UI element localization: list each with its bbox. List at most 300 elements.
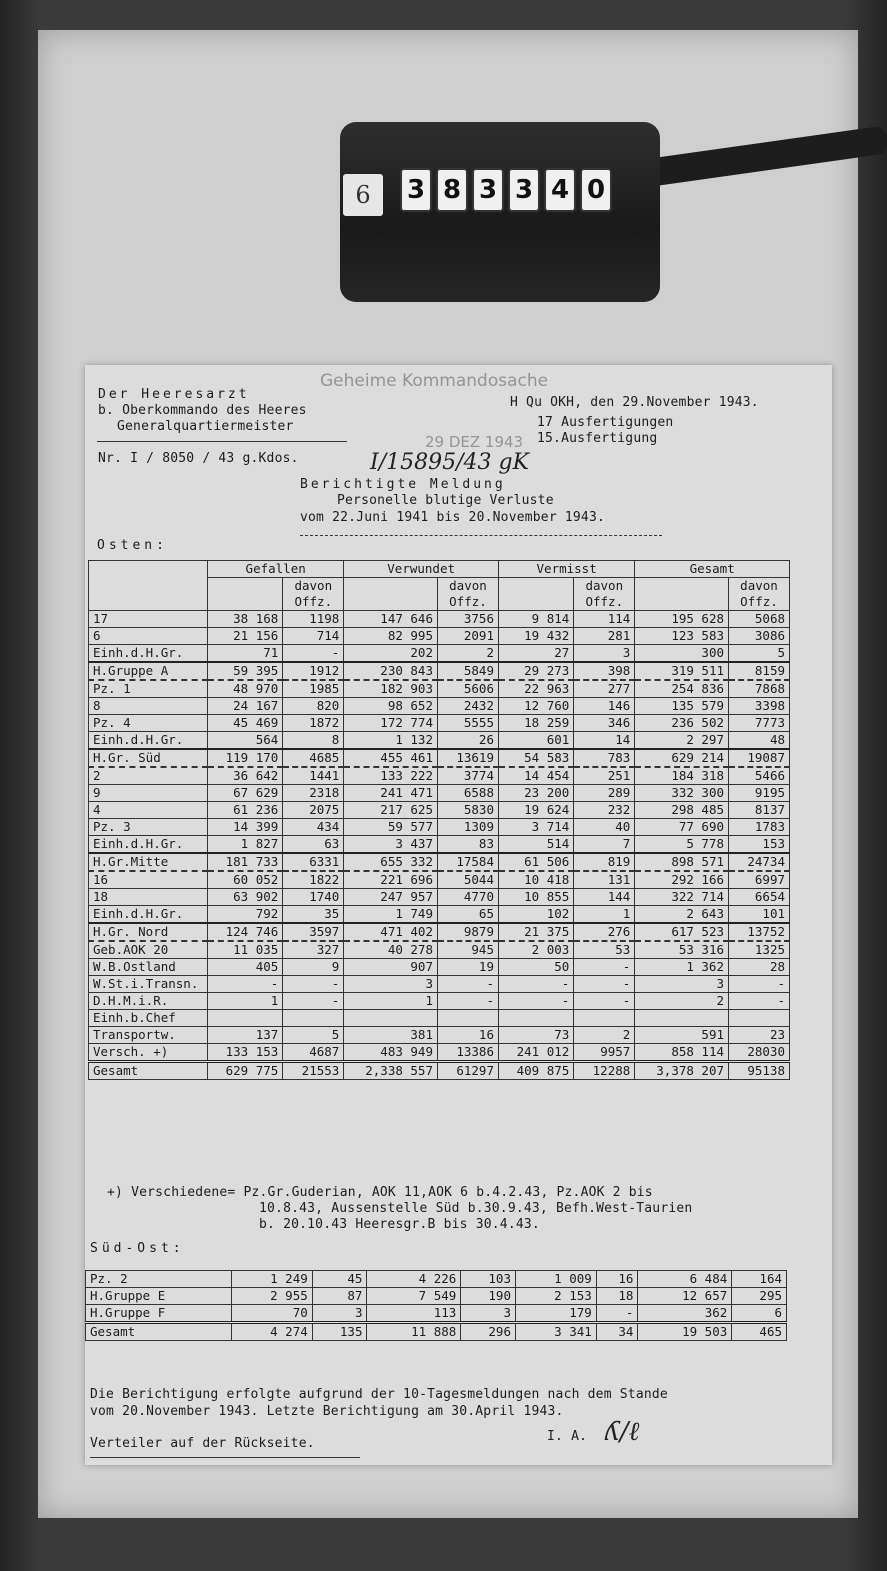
row-label: Versch. +) [89, 1044, 208, 1062]
value-cell: 35 [283, 906, 344, 924]
row-label: D.H.M.i.R. [89, 993, 208, 1010]
value-cell: 1 009 [515, 1271, 596, 1288]
counter-digit: 8 [436, 168, 468, 212]
value-cell: 19087 [729, 749, 790, 767]
value-cell: 63 902 [208, 889, 283, 906]
value-cell: 4685 [283, 749, 344, 767]
value-cell: 3 [635, 976, 729, 993]
value-cell: 40 278 [344, 941, 438, 959]
value-cell: 67 629 [208, 785, 283, 802]
counter-digit: 3 [472, 168, 504, 212]
value-cell: 77 690 [635, 819, 729, 836]
value-cell: 2 643 [635, 906, 729, 924]
value-cell: 73 [498, 1027, 573, 1044]
value-cell [208, 1010, 283, 1027]
value-cell: 3756 [437, 611, 498, 628]
value-cell: 3 [574, 645, 635, 663]
value-cell: 19 432 [498, 628, 573, 645]
value-cell: 1783 [729, 819, 790, 836]
table-row [89, 871, 790, 889]
value-cell: 13386 [437, 1044, 498, 1062]
value-cell: - [283, 976, 344, 993]
value-cell: 182 903 [344, 680, 438, 698]
value-cell: 3597 [283, 923, 344, 941]
value-cell: 1985 [283, 680, 344, 698]
value-cell: 232 [574, 802, 635, 819]
row-label: Einh.d.H.Gr. [89, 836, 208, 854]
value-cell: 5849 [437, 662, 498, 680]
table-row [89, 976, 790, 993]
column-total-header [344, 578, 438, 611]
value-cell: 21553 [283, 1062, 344, 1080]
table-row [89, 1044, 790, 1062]
value-cell: 241 471 [344, 785, 438, 802]
subtotal-row [89, 923, 790, 941]
title-underline [300, 535, 662, 536]
value-cell: 133 222 [344, 767, 438, 785]
value-cell: 1872 [283, 715, 344, 732]
value-cell: 655 332 [344, 853, 438, 871]
column-group-header: Verwundet [344, 561, 499, 578]
value-cell: 1 [344, 993, 438, 1010]
value-cell: 483 949 [344, 1044, 438, 1062]
sender-line-3: Generalquartiermeister [117, 419, 294, 434]
value-cell: 907 [344, 959, 438, 976]
value-cell: 296 [461, 1323, 516, 1341]
value-cell: 819 [574, 853, 635, 871]
table-row [89, 1010, 790, 1027]
counter-digit: 3 [400, 168, 432, 212]
row-label: Pz. 4 [89, 715, 208, 732]
value-cell: 45 469 [208, 715, 283, 732]
value-cell: 10 418 [498, 871, 573, 889]
value-cell: 70 [231, 1305, 312, 1323]
value-cell: 217 625 [344, 802, 438, 819]
reference-number: Nr. I / 8050 / 43 g.Kdos. [98, 451, 299, 466]
value-cell: 629 214 [635, 749, 729, 767]
value-cell: - [729, 976, 790, 993]
value-cell: 34 [596, 1323, 638, 1341]
sender-underline [97, 441, 347, 442]
value-cell: 18 [596, 1288, 638, 1305]
row-label: Geb.AOK 20 [89, 941, 208, 959]
value-cell: 153 [729, 836, 790, 854]
value-cell: 471 402 [344, 923, 438, 941]
value-cell: 362 [638, 1305, 732, 1323]
value-cell: 6654 [729, 889, 790, 906]
signature-prefix: I. A. [547, 1429, 588, 1444]
value-cell: 135 579 [635, 698, 729, 715]
value-cell: 114 [574, 611, 635, 628]
value-cell: 2 003 [498, 941, 573, 959]
value-cell: 1325 [729, 941, 790, 959]
value-cell: 3 [312, 1305, 367, 1323]
table-row [89, 767, 790, 785]
value-cell: 8 [283, 732, 344, 750]
column-total-header [498, 578, 573, 611]
column-total-header [635, 578, 729, 611]
value-cell: 113 [367, 1305, 461, 1323]
value-cell: 3 341 [515, 1323, 596, 1341]
table-row [89, 889, 790, 906]
subtotal-row [89, 662, 790, 680]
value-cell: 14 399 [208, 819, 283, 836]
column-total-header [208, 578, 283, 611]
value-cell: 236 502 [635, 715, 729, 732]
value-cell: 289 [574, 785, 635, 802]
subtotal-row [89, 853, 790, 871]
value-cell: 26 [437, 732, 498, 750]
table-row [89, 732, 790, 750]
value-cell: 53 [574, 941, 635, 959]
value-cell: 2 [574, 1027, 635, 1044]
value-cell: - [437, 993, 498, 1010]
value-cell: 137 [208, 1027, 283, 1044]
value-cell: 792 [208, 906, 283, 924]
value-cell: 82 995 [344, 628, 438, 645]
column-officers-header: davon Offz. [574, 578, 635, 611]
value-cell: 6997 [729, 871, 790, 889]
value-cell: 1 [208, 993, 283, 1010]
value-cell: 29 273 [498, 662, 573, 680]
value-cell: 1309 [437, 819, 498, 836]
value-cell [344, 1010, 438, 1027]
document-page [85, 365, 832, 1465]
table-row [86, 1271, 787, 1288]
value-cell: 4 274 [231, 1323, 312, 1341]
column-group-header: Gefallen [208, 561, 344, 578]
value-cell: 820 [283, 698, 344, 715]
sender-line-2: b. Oberkommando des Heeres [98, 403, 307, 418]
value-cell: 322 714 [635, 889, 729, 906]
mechanical-counter [330, 110, 690, 310]
value-cell: 195 628 [635, 611, 729, 628]
value-cell: 28 [729, 959, 790, 976]
value-cell: - [574, 976, 635, 993]
signature: ʎ/ℓ [605, 1417, 640, 1447]
value-cell: 53 316 [635, 941, 729, 959]
doc-subtitle: Personelle blutige Verluste [337, 493, 554, 508]
row-label: H.Gr. Nord [89, 923, 208, 941]
row-label: 16 [89, 871, 208, 889]
value-cell: 3,378 207 [635, 1062, 729, 1080]
row-label: Pz. 2 [86, 1271, 232, 1288]
value-cell: 1 362 [635, 959, 729, 976]
value-cell: 172 774 [344, 715, 438, 732]
value-cell: 2 [437, 645, 498, 663]
copy-number: 15.Ausfertigung [537, 431, 658, 446]
table-row [89, 836, 790, 854]
value-cell: 14 454 [498, 767, 573, 785]
value-cell: 5044 [437, 871, 498, 889]
row-label: 6 [89, 628, 208, 645]
value-cell: 24734 [729, 853, 790, 871]
value-cell: 28030 [729, 1044, 790, 1062]
value-cell: 19 503 [638, 1323, 732, 1341]
value-cell: 146 [574, 698, 635, 715]
table-row [89, 645, 790, 663]
value-cell: 1 749 [344, 906, 438, 924]
row-label: H.Gruppe E [86, 1288, 232, 1305]
value-cell: - [283, 645, 344, 663]
row-label: 18 [89, 889, 208, 906]
value-cell: 247 957 [344, 889, 438, 906]
value-cell: 465 [732, 1323, 787, 1341]
value-cell: - [596, 1305, 638, 1323]
value-cell: 2,338 557 [344, 1062, 438, 1080]
value-cell: 629 775 [208, 1062, 283, 1080]
value-cell: 16 [437, 1027, 498, 1044]
value-cell: 295 [732, 1288, 787, 1305]
table-row [89, 680, 790, 698]
value-cell: 4687 [283, 1044, 344, 1062]
value-cell: 6331 [283, 853, 344, 871]
value-cell: 564 [208, 732, 283, 750]
value-cell [729, 1010, 790, 1027]
value-cell: 6588 [437, 785, 498, 802]
value-cell: 21 156 [208, 628, 283, 645]
counter-digit: 4 [544, 168, 576, 212]
value-cell: 11 888 [367, 1323, 461, 1341]
value-cell: 27 [498, 645, 573, 663]
note-line-2: vom 20.November 1943. Letzte Berichtigung am 30.April 1943. [90, 1404, 564, 1419]
value-cell: 945 [437, 941, 498, 959]
row-label: H.Gr. Süd [89, 749, 208, 767]
row-label: 8 [89, 698, 208, 715]
value-cell: 5466 [729, 767, 790, 785]
value-cell: - [574, 959, 635, 976]
value-cell: 48 [729, 732, 790, 750]
column-officers-header: davon Offz. [437, 578, 498, 611]
subtotal-row [89, 749, 790, 767]
counter-tag: 6 [343, 174, 383, 216]
value-cell: 61 506 [498, 853, 573, 871]
value-cell: - [283, 993, 344, 1010]
note-line-1: Die Berichtigung erfolgte aufgrund der 10-Tagesmeldungen nach dem Stande [90, 1387, 668, 1402]
value-cell: 7 [574, 836, 635, 854]
value-cell: 12288 [574, 1062, 635, 1080]
value-cell: 319 511 [635, 662, 729, 680]
value-cell: 7 549 [367, 1288, 461, 1305]
value-cell: 3086 [729, 628, 790, 645]
value-cell: 190 [461, 1288, 516, 1305]
value-cell: 61 236 [208, 802, 283, 819]
row-label: Gesamt [86, 1323, 232, 1341]
value-cell [498, 1010, 573, 1027]
value-cell: 3398 [729, 698, 790, 715]
value-cell: 1 [574, 906, 635, 924]
value-cell: 131 [574, 871, 635, 889]
value-cell: 19 624 [498, 802, 573, 819]
row-label: Gesamt [89, 1062, 208, 1080]
value-cell: 1441 [283, 767, 344, 785]
value-cell: 101 [729, 906, 790, 924]
value-cell: 1740 [283, 889, 344, 906]
value-cell: 13752 [729, 923, 790, 941]
table-row [89, 785, 790, 802]
date-stamp: 29 DEZ 1943 [425, 433, 524, 451]
table-row [89, 906, 790, 924]
row-label: W.B.Ostland [89, 959, 208, 976]
value-cell: 3 714 [498, 819, 573, 836]
counter-body [340, 122, 660, 302]
value-cell: 10 855 [498, 889, 573, 906]
value-cell: 5830 [437, 802, 498, 819]
table-row [89, 819, 790, 836]
value-cell: 6 484 [638, 1271, 732, 1288]
grand-total-row [89, 1062, 790, 1080]
row-label: Transportw. [89, 1027, 208, 1044]
footnote-3: b. 20.10.43 Heeresgr.B bis 30.4.43. [259, 1217, 540, 1232]
column-group-header: Gesamt [635, 561, 790, 578]
section-southeast: Süd-Ost: [90, 1241, 185, 1256]
sender-line-1: Der Heeresarzt [98, 387, 250, 402]
value-cell: 1 249 [231, 1271, 312, 1288]
table-row [89, 802, 790, 819]
value-cell: 13619 [437, 749, 498, 767]
column-officers-header: davon Offz. [283, 578, 344, 611]
secret-stamp: Geheime Kommandosache [320, 371, 549, 391]
value-cell: 95138 [729, 1062, 790, 1080]
value-cell: 5 [283, 1027, 344, 1044]
header-corner [89, 561, 208, 611]
value-cell [635, 1010, 729, 1027]
value-cell: 36 642 [208, 767, 283, 785]
counter-digit: 0 [580, 168, 612, 212]
value-cell: 21 375 [498, 923, 573, 941]
value-cell: 63 [283, 836, 344, 854]
value-cell: 2075 [283, 802, 344, 819]
value-cell: 4770 [437, 889, 498, 906]
value-cell: 7868 [729, 680, 790, 698]
value-cell: 292 166 [635, 871, 729, 889]
value-cell: 398 [574, 662, 635, 680]
value-cell: 5 778 [635, 836, 729, 854]
value-cell: 9879 [437, 923, 498, 941]
value-cell: 9 814 [498, 611, 573, 628]
value-cell: 276 [574, 923, 635, 941]
value-cell: 181 733 [208, 853, 283, 871]
value-cell: - [437, 976, 498, 993]
value-cell: 83 [437, 836, 498, 854]
value-cell: 133 153 [208, 1044, 283, 1062]
value-cell: 12 657 [638, 1288, 732, 1305]
value-cell: 241 012 [498, 1044, 573, 1062]
distribution-note: Verteiler auf der Rückseite. [90, 1436, 315, 1451]
value-cell: 601 [498, 732, 573, 750]
value-cell: 7773 [729, 715, 790, 732]
table-row [89, 993, 790, 1010]
value-cell: 9957 [574, 1044, 635, 1062]
value-cell: - [498, 976, 573, 993]
value-cell: 102 [498, 906, 573, 924]
value-cell: 22 963 [498, 680, 573, 698]
value-cell: 221 696 [344, 871, 438, 889]
value-cell: 455 461 [344, 749, 438, 767]
value-cell: 103 [461, 1271, 516, 1288]
value-cell: - [208, 976, 283, 993]
value-cell: 5606 [437, 680, 498, 698]
value-cell: 144 [574, 889, 635, 906]
column-group-header: Vermisst [498, 561, 634, 578]
value-cell: 59 395 [208, 662, 283, 680]
row-label: Pz. 3 [89, 819, 208, 836]
table-row [89, 698, 790, 715]
value-cell: 2432 [437, 698, 498, 715]
value-cell: 45 [312, 1271, 367, 1288]
table-row [86, 1305, 787, 1323]
value-cell: 24 167 [208, 698, 283, 715]
grand-total-row [86, 1323, 787, 1341]
value-cell: 230 843 [344, 662, 438, 680]
value-cell: 298 485 [635, 802, 729, 819]
value-cell: 434 [283, 819, 344, 836]
value-cell: 50 [498, 959, 573, 976]
value-cell: 1 132 [344, 732, 438, 750]
value-cell [283, 1010, 344, 1027]
value-cell: 714 [283, 628, 344, 645]
value-cell: 409 875 [498, 1062, 573, 1080]
value-cell: 48 970 [208, 680, 283, 698]
value-cell: 59 577 [344, 819, 438, 836]
value-cell: 14 [574, 732, 635, 750]
section-east: Osten: [97, 538, 168, 553]
value-cell: 898 571 [635, 853, 729, 871]
row-label: 17 [89, 611, 208, 628]
value-cell: 164 [732, 1271, 787, 1288]
value-cell: - [498, 993, 573, 1010]
value-cell: 124 746 [208, 923, 283, 941]
value-cell: 405 [208, 959, 283, 976]
value-cell: 2 955 [231, 1288, 312, 1305]
value-cell: 1822 [283, 871, 344, 889]
value-cell: 65 [437, 906, 498, 924]
value-cell: 3 437 [344, 836, 438, 854]
value-cell: 3 [461, 1305, 516, 1323]
row-label: H.Gr.Mitte [89, 853, 208, 871]
row-label: Einh.d.H.Gr. [89, 906, 208, 924]
value-cell: 123 583 [635, 628, 729, 645]
value-cell: 60 052 [208, 871, 283, 889]
value-cell: 300 [635, 645, 729, 663]
row-label: Einh.d.H.Gr. [89, 645, 208, 663]
counter-digit: 3 [508, 168, 540, 212]
value-cell: 98 652 [344, 698, 438, 715]
counter-digits [400, 168, 612, 212]
footnote-2: 10.8.43, Aussenstelle Süd b.30.9.43, Befh.West-Taurien [259, 1201, 693, 1216]
value-cell: 4 226 [367, 1271, 461, 1288]
value-cell: 16 [596, 1271, 638, 1288]
value-cell: 381 [344, 1027, 438, 1044]
value-cell: 6 [732, 1305, 787, 1323]
footnote-1: +) Verschiedene= Pz.Gr.Guderian, AOK 11,AOK 6 b.4.2.43, Pz.AOK 2 bis [107, 1185, 653, 1200]
value-cell: 281 [574, 628, 635, 645]
table-row [89, 1027, 790, 1044]
value-cell: - [729, 993, 790, 1010]
value-cell: 61297 [437, 1062, 498, 1080]
value-cell: 2318 [283, 785, 344, 802]
value-cell: 23 [729, 1027, 790, 1044]
distribution-underline [90, 1457, 360, 1458]
value-cell: 135 [312, 1323, 367, 1341]
doc-title: Berichtigte Meldung [300, 477, 506, 492]
row-label: Pz. 1 [89, 680, 208, 698]
value-cell: 147 646 [344, 611, 438, 628]
value-cell: 8159 [729, 662, 790, 680]
value-cell: 12 760 [498, 698, 573, 715]
table-row [89, 611, 790, 628]
value-cell: 40 [574, 819, 635, 836]
